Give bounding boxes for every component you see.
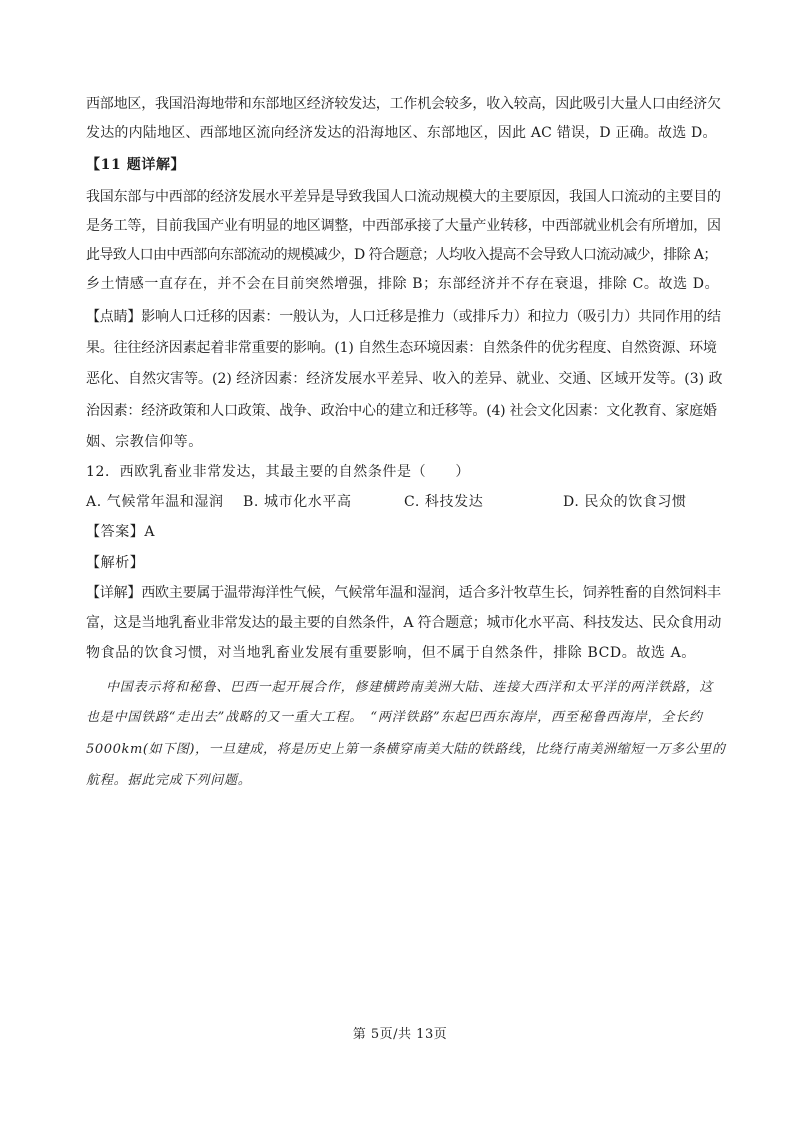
paragraph-line: 【详解】西欧主要属于温带海洋性气候，气候常年温和湿润，适合多汁牧草生长，饲养牲畜的自然饲料丰 — [86, 585, 721, 601]
paragraph-line: 物食品的饮食习惯，对当地乳畜业发展有重要影响，但不属于自然条件，排除 BCD。故选 A。 — [86, 645, 696, 661]
paragraph-line: 果。往往经济因素起着非常重要的影响。(1) 自然生态环境因素：自然条件的优劣程度、自然资源、环境 — [86, 340, 717, 356]
section-heading: 【11 题详解】 — [86, 157, 186, 173]
paragraph-line: 【点睛】影响人口迁移的因素：一般认为，人口迁移是推力（或排斥力）和拉力（吸引力）共同作用的结 — [86, 309, 721, 325]
paragraph-line: 发达的内陆地区、西部地区流向经济发达的沿海地区、东部地区，因此 AC 错误，D 正确。故选 D。 — [86, 125, 717, 141]
page-number: 第 5页/共 13页 — [352, 1027, 448, 1042]
paragraph-line: 治因素：经济政策和人口政策、战争、政治中心的建立和迁移等。(4) 社会文化因素：文化教育、家庭婚 — [86, 403, 717, 419]
passage-line: 中国表示将和秘鲁、巴西一起开展合作，修建横跨南美洲大陆、连接大西洋和太平洋的两洋铁路，这 — [106, 680, 714, 695]
paragraph-line: 是务工等，目前我国产业有明显的地区调整，中西部承接了大量产业转移，中西部就业机会有所增加，因 — [86, 218, 721, 234]
analysis-label: 【解析】 — [86, 555, 145, 571]
paragraph-line: 西部地区，我国沿海地带和东部地区经济较发达，工作机会较多，收入较高，因此吸引大量人口由经济欠 — [86, 96, 721, 112]
question-12: 12．西欧乳畜业非常发达，其最主要的自然条件是（ ） — [86, 464, 471, 480]
option-c: C. 科技发达 — [404, 494, 484, 510]
paragraph-line: 姻、宗教信仰等。 — [86, 434, 203, 450]
option-a: A. 气候常年温和湿润 — [86, 494, 224, 510]
option-d: D. 民众的饮食习惯 — [563, 494, 687, 510]
paragraph-line: 此导致人口由中西部向东部流动的规模减少，D 符合题意；人均收入提高不会导致人口流动减少，排除 A； — [86, 247, 717, 263]
paragraph-line: 富，这是当地乳畜业非常发达的最主要的自然条件，A 符合题意；城市化水平高、科技发达、民众食用动 — [86, 615, 722, 631]
paragraph-line: 恶化、自然灾害等。(2) 经济因素：经济发展水平差异、收入的差异、就业、交通、区域开发等。(3) 政 — [86, 371, 723, 387]
passage-line: 5000km(如下图)，一旦建成，将是历史上第一条横穿南美大陆的铁路线，比绕行南美洲缩短一万多公里的 — [86, 742, 726, 757]
paragraph-line: 我国东部与中西部的经济发展水平差异是导致我国人口流动规模大的主要原因，我国人口流动的主要目的 — [86, 189, 721, 205]
paragraph-line: 乡土情感一直存在，并不会在目前突然增强，排除 B；东部经济并不存在衰退，排除 C。故选 D。 — [86, 276, 720, 292]
option-b: B. 城市化水平高 — [243, 494, 352, 510]
passage-line: 也是中国铁路“走出去”战略的又一重大工程。 “两洋铁路”东起巴西东海岸，西至秘鲁西海岸，全长约 — [86, 710, 703, 725]
passage-line: 航程。据此完成下列问题。 — [86, 773, 252, 788]
answer-label: 【答案】A — [86, 524, 156, 540]
